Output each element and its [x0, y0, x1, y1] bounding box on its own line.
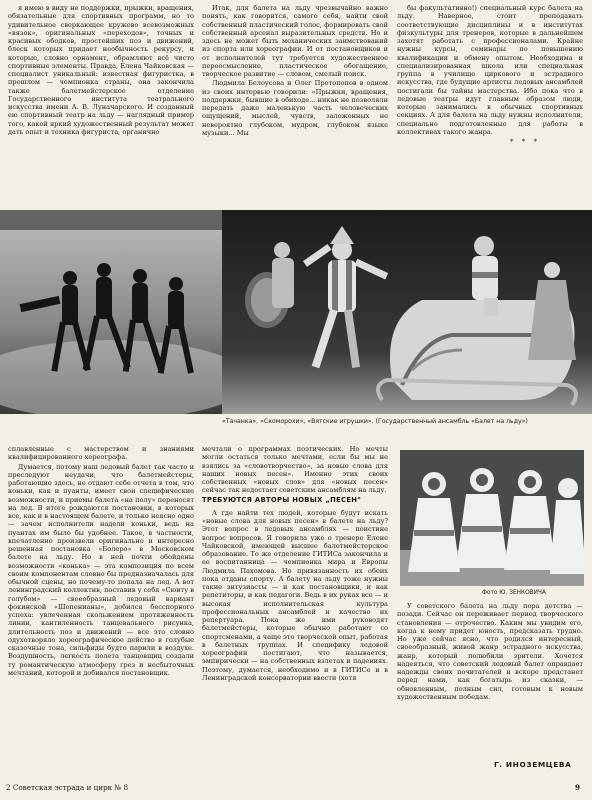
- photo-vyatka-toys: [400, 450, 584, 586]
- page-number-right: 9: [575, 783, 581, 792]
- top-column-2: [202, 4, 388, 204]
- paragraph: мечтали о программах поэтических. Но мечты могли остаться только мечтами, если бы мы не взялись за «словотворчество», за новые слова для наших новых песен». Именно этих своих собственных «новых слов» для «новых песен» сейчас так недостает советским ансамблям на льду.: [202, 445, 388, 495]
- author-signature: Г. ИНОЗЕМЦЕВА: [494, 760, 572, 769]
- photo-caption: «Тачанка», «Скоморохи», «Вятские игрушки». (Государственный ансамбль «Балет на льду»): [222, 418, 528, 425]
- paragraph: Думается, потому наш ледовый балет так часто и преследуют неудачи, что балетмейстеры, работающие здесь, не отдают себе отчета в том, что коньки, как и пуанты, имеет свои специфические возможности, и приемы балета «на полу» переносят на лед. В итоге рождаются постановки, в которых все, как и в настоящем балете, и только неясно одно — зачем исполнители надели коньки, ведь на пуантах им было бы удобнее. Такое, в частности, впечатление произвели оригинально и интересно решенная постановка «Болеро» в Московском балете на льду. Но в ней почти обойдены возможности «конька» — эта композиция по всем своим компонентам словно бы предназначалась для обычной сцены, но почему-то попала на лед. А вот ленинградский коллектив, поставив у себя «Сюиту в голубом» — своеобразный ледовый вариант фокинской «Шопенианы», добился бесспорного успеха: увлеченная скольжением протяженность линии, кантиленность танцевального рисунка, длительность поз и движений — все это словно одухотворяло хореографическое действо в голубые сказочные тона, сильфиды будто парили в воздухе. Воздушность, легкость полета танцовщиц создали ту романтическую атмосферу грез и несбыточных мечтаний, которой и добивался постановщик.: [8, 462, 194, 677]
- paragraph: У советского балета на льду пора детства — позади. Сейчас он переживает период творческого становления — отрочество. Каким мы увидим его, когда к нему придет юность, предсказать трудно. Но уже сейчас ясно, что родился интересный, своеобразный, живой жанр эстрадного искусства, жанр, который полюбили зрители. Хочется надеяться, что советский ледовый балет оправдает надежды своих почитателей и вскоре предстанет перед нами, как богатырь из сказки, — обновленным, полным сил, готовым к новым художественным победам.: [397, 602, 583, 701]
- top-column-3: [397, 4, 583, 204]
- bottom-column-3: [397, 602, 583, 732]
- footer-left: 2 Советская эстрада и цирк № 8: [6, 783, 129, 792]
- photo-dolls-image: [400, 450, 584, 586]
- section-heading: ТРЕБУЮТСЯ АВТОРЫ НОВЫХ „ПЕСЕН": [202, 495, 362, 504]
- photo-sleigh-image: [222, 210, 592, 414]
- photo-tachanka: [0, 210, 222, 414]
- section-divider-stars: * * *: [510, 138, 540, 146]
- paragraph: я имею в виду не поддержки, прыжки, вращения, обязательные для спортивных программ, но то удивительное сверкающее кружево всевозможных «вязок», оригинальных «переходов», точных и красивых ободков, простейших поз и движений, блеск которых придает необычность рекурсу, и которые, словно орнамент, обрамляют всё чисто спортивные элементы. Правда, Елена Чайковская — специалист уникальный: известная фигуристка, в прошлом — чемпионка страны, она закончила также балетмейстерское отделение Государственного института театрального искусства имени А. В. Луначарского. И созданный ею спортивный театр на льду — наглядный пример того, какой яркий художественный результат может дать опыт и техника фигуриста, органично: [8, 4, 194, 136]
- paragraph: Итак, для балета на льду чрезвычайно важно понять, как говорится, самого себя, найти свой собственный пластический голос, формировать свой собственный арсенал выразительных средств. Но и здесь не может быть механических заимствований из спорта или хореографии. И от постановщиков и от исполнителей тут требуется художественное переосмысление, пластическое обогащение, творческое развитие — словом, смелый поиск.: [202, 4, 388, 78]
- bottom-column-2: [202, 445, 388, 765]
- photo-skaters-image: [0, 210, 222, 414]
- photo-credit: Фото Ю. ЗЕНКОВИЧА: [482, 590, 546, 596]
- paragraph: сплавленные с мастерством и знаниями квалифицированного хореографа.: [8, 445, 194, 462]
- paragraph: А где найти тех людей, которые будут искать «новые слова для новых песен» в балете на льду? Этот вопрос в ледовых ансамблях — поистине вопрос вопросов. Я говорила уже о тренере Елене Чайковской, имеющей высшее балетмейстерское образование. То же отделение ГИТИСа закончила и ее воспитанница — чемпионка мира и Европы Людмила Пахомова. Но привязанность их обеих пока отданы спорту. А балету на льду тоже нужны такие энтузиасты — и как постановщики, и как репетиторы, и как педагоги. Ведь в их руках все — и высокая исполнительская культура профессиональных ансамблей и качество их репертуара. Пока же ими руководят балетмейстеры, которые обычно работают со спортсменами, а чаще это творческой опыт, работая в балетных труппах. И специфику ледовой хореографии постигают, что называется, эмпирически — на собственных взлетах и падениях. Поэтому, думается, необходимо и в ГИТИСе и в Ленинградской консерватории ввести (хотя: [202, 508, 388, 682]
- photo-skomorokhi: [222, 210, 592, 414]
- top-column-1: [8, 4, 194, 204]
- bottom-column-1: [8, 445, 194, 765]
- paragraph: Людмила Белоусова и Олег Протопопов в одном из своих интервью говорили: «Прыжки, вращения, поддержки, бывшие в обиходе... никак не позволяли передать даже маленькую часть человеческих ощущений, мыслей, чувств, заложенных не невероятно глубоком, мудром, глубоком языке музыки... Мы: [202, 79, 388, 137]
- paragraph: бы факультативно!) специальный курс балета на льду. Наверное, стоит преподавать соответствующие дисциплины и в институтах физкультуры для тренеров, которые в дальнейшем захотят работать с профессионалами. Крайне нужны курсы, семинары по повышению квалификации и обмену опытом. Необходима и специализированная школа или специальная группа в училище циркового и эстрадного искусства, где будущие артисты ледовых ансамблей постигали бы тайны мастерства. Ибо пока что в ледовые театры идут главным образом люди, которые занимались в обычных спортивных секциях. А для балета на льду нужны исполнители, специально подготовленные для работы в коллективах такого жанра.: [397, 4, 583, 136]
